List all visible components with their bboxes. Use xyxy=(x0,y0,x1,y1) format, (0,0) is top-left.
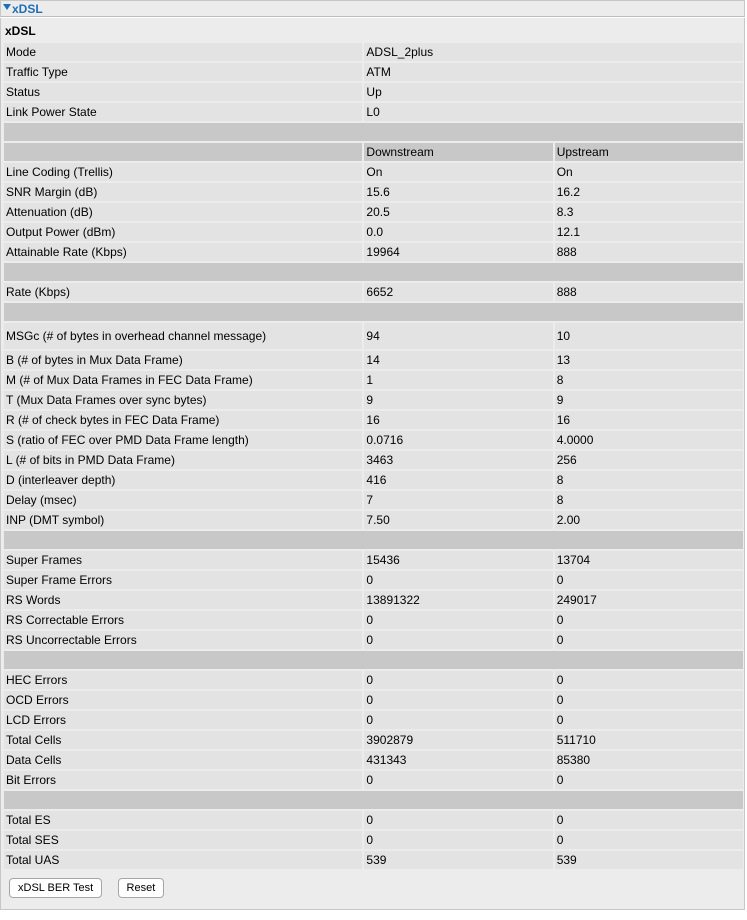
row-label: Mode xyxy=(4,43,362,61)
upstream-value: 0 xyxy=(555,671,743,689)
separator-row xyxy=(4,123,743,141)
upstream-value: 8 xyxy=(555,471,743,489)
table-row xyxy=(4,223,743,241)
upstream-value: 0 xyxy=(555,711,743,729)
downstream-value: 13891322 xyxy=(364,591,552,609)
table-row xyxy=(4,571,743,589)
row-label: L (# of bits in PMD Data Frame) xyxy=(4,451,362,469)
column-header-blank xyxy=(4,143,362,161)
row-label: Link Power State xyxy=(4,103,362,121)
row-label: MSGc (# of bytes in overhead channel message) xyxy=(4,323,362,349)
table-row xyxy=(4,471,743,489)
downstream-value: 0 xyxy=(364,691,552,709)
downstream-value: 431343 xyxy=(364,751,552,769)
row-label: HEC Errors xyxy=(4,671,362,689)
row-label: Total ES xyxy=(4,811,362,829)
downstream-value: 0.0716 xyxy=(364,431,552,449)
column-header-downstream: Downstream xyxy=(364,143,552,161)
downstream-value: 7.50 xyxy=(364,511,552,529)
row-label: RS Correctable Errors xyxy=(4,611,362,629)
table-row xyxy=(4,731,743,749)
row-label: M (# of Mux Data Frames in FEC Data Frame) xyxy=(4,371,362,389)
row-label: Rate (Kbps) xyxy=(4,283,362,301)
separator-row xyxy=(4,263,743,281)
downstream-value: 1 xyxy=(364,371,552,389)
upstream-value: 16.2 xyxy=(555,183,743,201)
row-label: Status xyxy=(4,83,362,101)
downstream-value: 0.0 xyxy=(364,223,552,241)
section-header-title[interactable]: xDSL xyxy=(12,2,43,16)
upstream-value: 16 xyxy=(555,411,743,429)
row-label: D (interleaver depth) xyxy=(4,471,362,489)
table-row xyxy=(4,751,743,769)
table-row xyxy=(4,411,743,429)
table-row xyxy=(4,371,743,389)
table-row xyxy=(4,451,743,469)
upstream-value: 13 xyxy=(555,351,743,369)
row-label: Output Power (dBm) xyxy=(4,223,362,241)
table-row xyxy=(4,591,743,609)
row-label: RS Words xyxy=(4,591,362,609)
table-row xyxy=(4,491,743,509)
table-row xyxy=(4,851,743,869)
table-row xyxy=(4,43,743,61)
upstream-value: 0 xyxy=(555,611,743,629)
row-label: Attenuation (dB) xyxy=(4,203,362,221)
downstream-value: 0 xyxy=(364,831,552,849)
downstream-value: 0 xyxy=(364,571,552,589)
upstream-value: 888 xyxy=(555,243,743,261)
panel-title: xDSL xyxy=(5,24,36,38)
table-row xyxy=(4,163,743,181)
row-label: S (ratio of FEC over PMD Data Frame length) xyxy=(4,431,362,449)
downstream-value: 15436 xyxy=(364,551,552,569)
downstream-value: 0 xyxy=(364,811,552,829)
table-row xyxy=(4,391,743,409)
row-value: ADSL_2plus xyxy=(364,43,743,61)
downstream-value: 9 xyxy=(364,391,552,409)
table-row xyxy=(4,203,743,221)
row-value: ATM xyxy=(364,63,743,81)
section-header[interactable] xyxy=(0,0,745,17)
upstream-value: 8.3 xyxy=(555,203,743,221)
table-row xyxy=(4,551,743,569)
xdsl-ber-test-button[interactable]: xDSL BER Test xyxy=(9,878,102,898)
downstream-value: 0 xyxy=(364,671,552,689)
upstream-value: 0 xyxy=(555,831,743,849)
row-label: OCD Errors xyxy=(4,691,362,709)
row-label: Total Cells xyxy=(4,731,362,749)
table-row xyxy=(4,323,743,349)
downstream-value: 3902879 xyxy=(364,731,552,749)
upstream-value: 9 xyxy=(555,391,743,409)
row-label: Delay (msec) xyxy=(4,491,362,509)
table-row xyxy=(4,611,743,629)
table-row xyxy=(4,63,743,81)
table-row xyxy=(4,711,743,729)
upstream-value: 256 xyxy=(555,451,743,469)
upstream-value: 0 xyxy=(555,571,743,589)
downstream-value: 15.6 xyxy=(364,183,552,201)
upstream-value: 85380 xyxy=(555,751,743,769)
separator-row xyxy=(4,651,743,669)
upstream-value: On xyxy=(555,163,743,181)
downstream-value: 539 xyxy=(364,851,552,869)
row-label: Line Coding (Trellis) xyxy=(4,163,362,181)
downstream-value: 416 xyxy=(364,471,552,489)
row-label: Total UAS xyxy=(4,851,362,869)
table-row xyxy=(4,771,743,789)
downstream-value: 0 xyxy=(364,771,552,789)
downstream-value: On xyxy=(364,163,552,181)
row-label: Traffic Type xyxy=(4,63,362,81)
upstream-value: 12.1 xyxy=(555,223,743,241)
downstream-value: 0 xyxy=(364,711,552,729)
row-label: R (# of check bytes in FEC Data Frame) xyxy=(4,411,362,429)
row-label: Super Frame Errors xyxy=(4,571,362,589)
collapse-triangle-icon[interactable] xyxy=(3,4,11,10)
downstream-value: 14 xyxy=(364,351,552,369)
table-row xyxy=(4,183,743,201)
upstream-value: 13704 xyxy=(555,551,743,569)
table-row xyxy=(4,103,743,121)
downstream-value: 16 xyxy=(364,411,552,429)
table-row xyxy=(4,243,743,261)
upstream-value: 0 xyxy=(555,631,743,649)
table-row xyxy=(4,831,743,849)
table-row xyxy=(4,83,743,101)
upstream-value: 8 xyxy=(555,371,743,389)
separator-row xyxy=(4,791,743,809)
row-value: Up xyxy=(364,83,743,101)
table-row xyxy=(4,431,743,449)
table-row xyxy=(4,511,743,529)
upstream-value: 888 xyxy=(555,283,743,301)
table-row xyxy=(4,283,743,301)
button-bar xyxy=(9,878,176,898)
upstream-value: 249017 xyxy=(555,591,743,609)
reset-button[interactable]: Reset xyxy=(118,878,165,898)
row-label: Bit Errors xyxy=(4,771,362,789)
upstream-value: 511710 xyxy=(555,731,743,749)
upstream-value: 8 xyxy=(555,491,743,509)
row-label: SNR Margin (dB) xyxy=(4,183,362,201)
row-label: Attainable Rate (Kbps) xyxy=(4,243,362,261)
row-label: RS Uncorrectable Errors xyxy=(4,631,362,649)
row-label: Super Frames xyxy=(4,551,362,569)
table-row xyxy=(4,671,743,689)
xdsl-panel xyxy=(0,18,745,910)
row-label: LCD Errors xyxy=(4,711,362,729)
upstream-value: 0 xyxy=(555,811,743,829)
upstream-value: 2.00 xyxy=(555,511,743,529)
table-row xyxy=(4,691,743,709)
table-row xyxy=(4,631,743,649)
upstream-value: 0 xyxy=(555,691,743,709)
row-label: Data Cells xyxy=(4,751,362,769)
downstream-value: 7 xyxy=(364,491,552,509)
table-row xyxy=(4,811,743,829)
row-label: T (Mux Data Frames over sync bytes) xyxy=(4,391,362,409)
upstream-value: 4.0000 xyxy=(555,431,743,449)
xdsl-stats-table xyxy=(2,41,745,871)
upstream-value: 0 xyxy=(555,771,743,789)
row-label: INP (DMT symbol) xyxy=(4,511,362,529)
downstream-value: 94 xyxy=(364,323,552,349)
separator-row xyxy=(4,531,743,549)
upstream-value: 10 xyxy=(555,323,743,349)
row-value: L0 xyxy=(364,103,743,121)
separator-row xyxy=(4,303,743,321)
downstream-value: 0 xyxy=(364,631,552,649)
downstream-value: 19964 xyxy=(364,243,552,261)
upstream-value: 539 xyxy=(555,851,743,869)
downstream-value: 0 xyxy=(364,611,552,629)
table-row xyxy=(4,351,743,369)
column-header-row xyxy=(4,143,743,161)
downstream-value: 3463 xyxy=(364,451,552,469)
downstream-value: 6652 xyxy=(364,283,552,301)
column-header-upstream: Upstream xyxy=(555,143,743,161)
row-label: Total SES xyxy=(4,831,362,849)
downstream-value: 20.5 xyxy=(364,203,552,221)
row-label: B (# of bytes in Mux Data Frame) xyxy=(4,351,362,369)
